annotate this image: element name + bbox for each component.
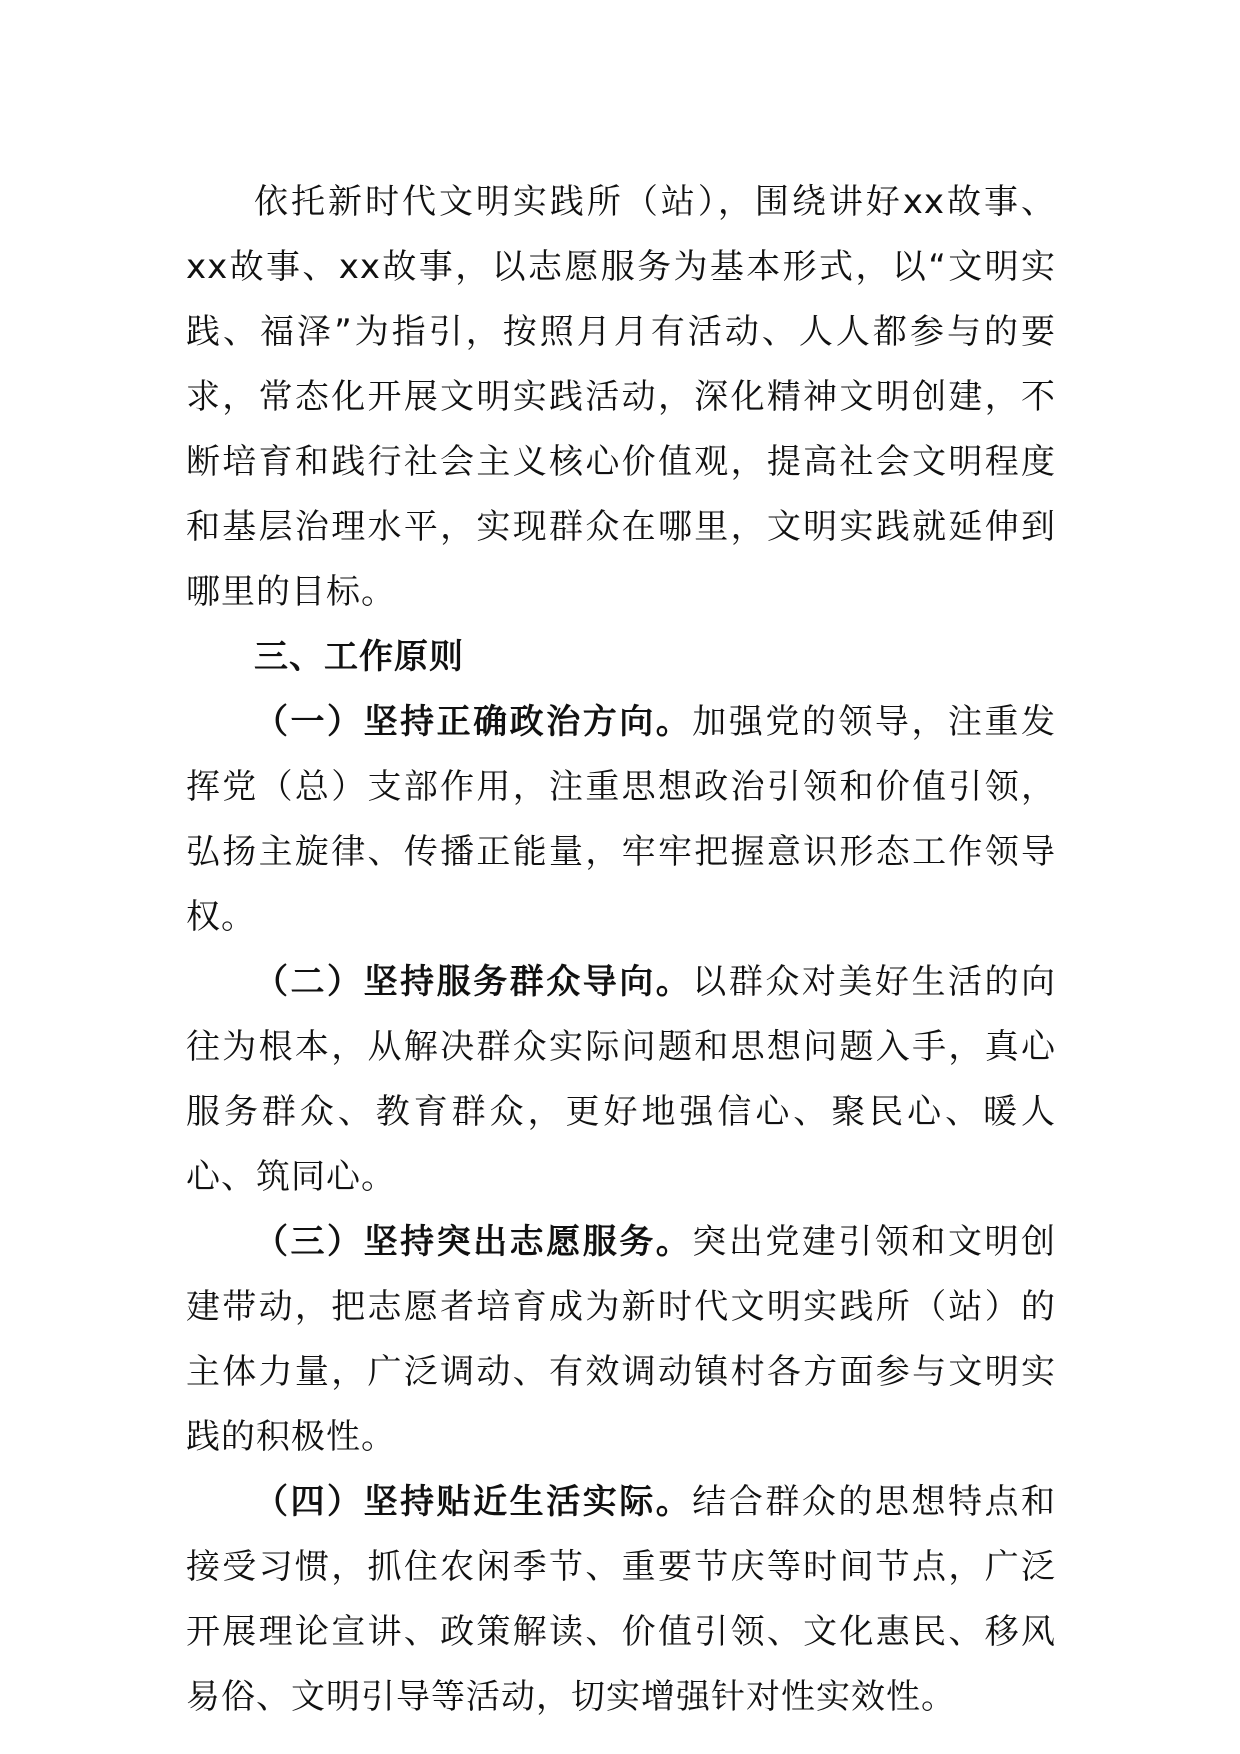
principle-text-4: 结合群众的思想特点和接受习惯，抓住农闲季节、重要节庆等时间节点，广泛开展理论宣讲、政策解读、价值引领、文化惠民、移风易俗、文明引导等活动，切实增强针对性实效性。 xyxy=(186,1482,1057,1717)
principle-text-3: 突出党建引领和文明创建带动，把志愿者培育成为新时代文明实践所（站）的主体力量，广泛调动、有效调动镇村各方面参与文明实践的积极性。 xyxy=(186,1222,1057,1457)
section-heading: 三、工作原则 xyxy=(254,637,464,677)
principle-paragraph-4 xyxy=(186,1470,1056,1730)
principle-lead-2: （二）坚持服务群众导向。 xyxy=(254,962,693,1002)
principle-text-1: 加强党的领导，注重发挥党（总）支部作用，注重思想政治引领和价值引领，弘扬主旋律、传播正能量，牢牢把握意识形态工作领导权。 xyxy=(186,702,1057,937)
principle-paragraph-2 xyxy=(186,950,1056,1210)
intro-paragraph: 依托新时代文明实践所（站），围绕讲好xx故事、xx故事、xx故事，以志愿服务为基本形式，以“文明实践、福泽”为指引，按照月月有活动、人人都参与的要求，常态化开展文明实践活动，深化精神文明创建，不断培育和践行社会主义核心价值观，提高社会文明程度和基层治理水平，实现群众在哪里，文明实践就延伸到哪里的目标。 xyxy=(186,182,1056,612)
principle-lead-3: （三）坚持突出志愿服务。 xyxy=(254,1222,693,1262)
principle-lead-4: （四）坚持贴近生活实际。 xyxy=(254,1482,693,1522)
document-page xyxy=(186,170,1056,1730)
principle-paragraph-3 xyxy=(186,1210,1056,1470)
principle-paragraph-1 xyxy=(186,690,1056,950)
principle-text-2: 以群众对美好生活的向往为根本，从解决群众实际问题和思想问题入手，真心服务群众、教育群众，更好地强信心、聚民心、暖人心、筑同心。 xyxy=(186,962,1057,1197)
principle-lead-1: （一）坚持正确政治方向。 xyxy=(254,702,693,742)
